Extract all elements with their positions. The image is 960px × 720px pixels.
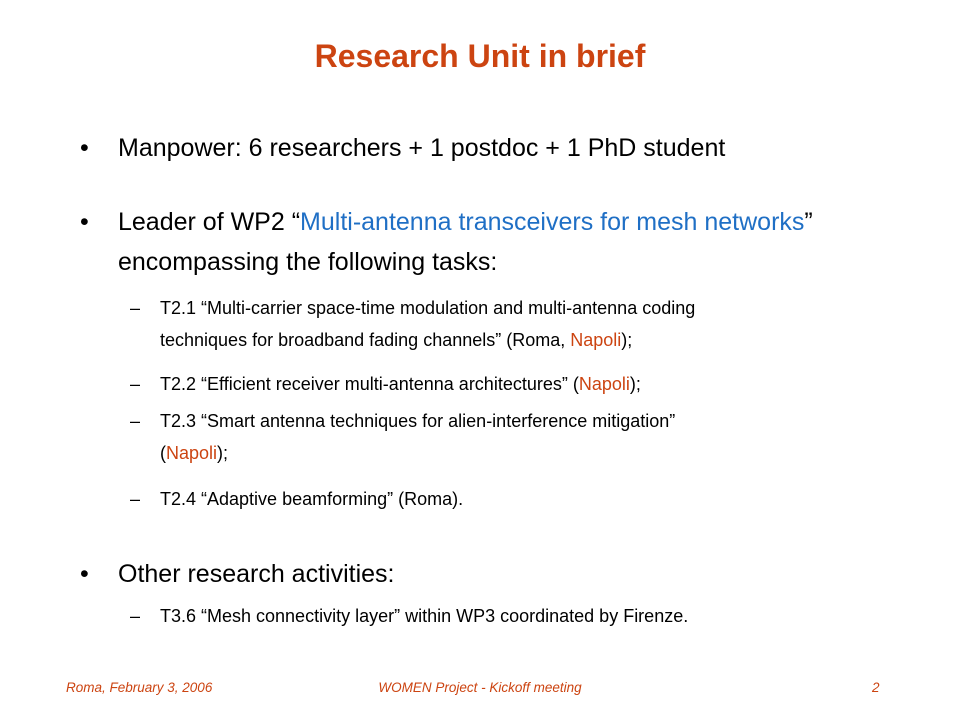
task-t21-line2: techniques for broadband fading channels” (Roma, bbox=[160, 330, 571, 350]
footer-project: WOMEN Project - Kickoff meeting bbox=[378, 680, 582, 695]
footer-date: Roma, February 3, 2006 bbox=[66, 680, 213, 695]
task-t22-end: ); bbox=[629, 374, 641, 394]
place-napoli: Napoli bbox=[570, 330, 622, 350]
task-t36-text: T3.6 “Mesh connectivity layer” within WP3 coordinated by Firenze. bbox=[160, 606, 689, 626]
task-t23-end: ); bbox=[217, 443, 229, 463]
task-t23 bbox=[130, 405, 870, 469]
bullet-manpower: • Manpower: 6 researchers + 1 postdoc + 1 PhD student bbox=[118, 128, 858, 168]
place-napoli: Napoli bbox=[166, 443, 218, 463]
task-t22 bbox=[130, 368, 870, 400]
task-t21-line1: T2.1 “Multi-carrier space-time modulation and multi-antenna coding bbox=[160, 298, 696, 318]
bullet-other: • Other research activities: bbox=[118, 554, 858, 594]
leader-prefix: Leader of WP2 “ bbox=[118, 208, 301, 236]
dash-marker: – bbox=[130, 489, 141, 509]
slide-title: Research Unit in brief bbox=[314, 38, 646, 74]
task-t22-pre: T2.2 “Efficient receiver multi-antenna architectures” ( bbox=[160, 374, 579, 394]
task-t23-line1: T2.3 “Smart antenna techniques for alien-interference mitigation” bbox=[160, 411, 676, 431]
task-t24-text: T2.4 “Adaptive beamforming” (Roma). bbox=[160, 489, 464, 509]
task-t36 bbox=[130, 600, 870, 632]
dash-marker: – bbox=[130, 374, 141, 394]
task-t21 bbox=[130, 292, 870, 356]
wp2-name: Multi-antenna transceivers for mesh networks bbox=[300, 208, 805, 236]
dash-marker: – bbox=[130, 298, 141, 318]
page-number: 2 bbox=[872, 680, 880, 695]
task-t24 bbox=[130, 483, 870, 515]
place-napoli: Napoli bbox=[578, 374, 630, 394]
dash-marker: – bbox=[130, 411, 141, 431]
task-t21-end: ); bbox=[621, 330, 633, 350]
dash-marker: – bbox=[130, 606, 141, 626]
task-t23-open: ( bbox=[160, 443, 166, 463]
leader-suffix: ” encompassing the following tasks: bbox=[118, 208, 813, 276]
bullet-leader bbox=[118, 202, 858, 282]
